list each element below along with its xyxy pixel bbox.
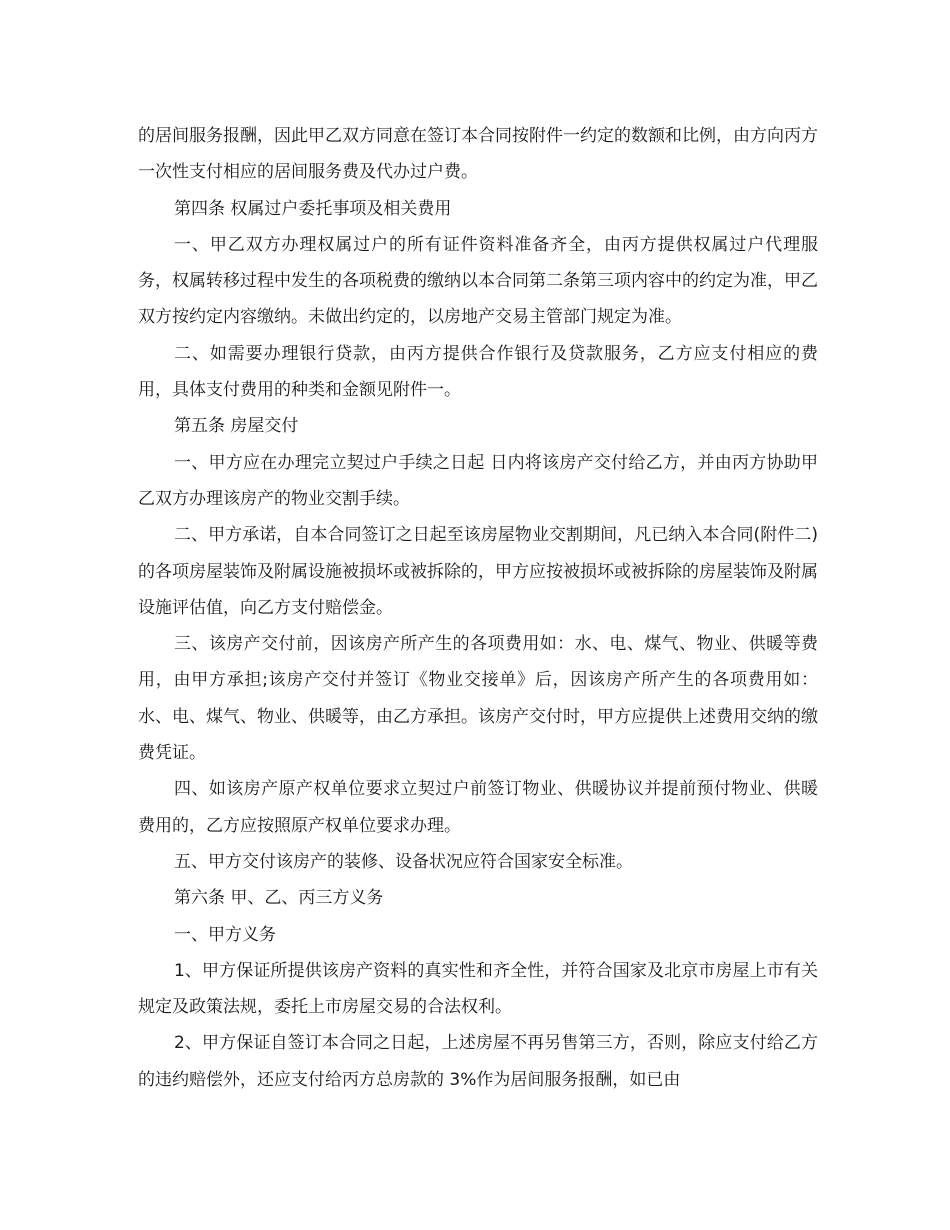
article-4-heading: 第四条 权属过户委托事项及相关费用 bbox=[174, 198, 452, 219]
party-a-duties-heading: 一、甲方义务 bbox=[174, 924, 276, 945]
document-body bbox=[138, 118, 818, 1098]
party-a-duty-1: 1、甲方保证所提供该房产资料的真实性和齐全性，并符合国家及北京市房屋上市有关规定及政策法规，委托上市房屋交易的合法权利。 bbox=[138, 960, 818, 1018]
article-5-clause-2: 二、甲方承诺，自本合同签订之日起至该房屋物业交割期间，凡已纳入本合同(附件二)的各项房屋装饰及附属设施被损坏或被拆除的，甲方应按被损坏或被拆除的房屋装饰及附属设施评估值，向乙方支付赔偿金。 bbox=[138, 525, 818, 618]
article-5-clause-4: 四、如该房产原产权单位要求立契过户前签订物业、供暖协议并提前预付物业、供暖费用的，乙方应按照原产权单位要求办理。 bbox=[138, 779, 818, 836]
article-5-heading: 第五条 房屋交付 bbox=[174, 416, 299, 437]
paragraph-continuation: 的居间服务报酬，因此甲乙双方同意在签订本合同按附件一约定的数额和比例，由方向丙方一次性支付相应的居间服务费及代办过户费。 bbox=[138, 126, 818, 183]
article-6-heading: 第六条 甲、乙、丙三方义务 bbox=[174, 888, 384, 909]
article-5-clause-1: 一、甲方应在办理完立契过户手续之日起 日内将该房产交付给乙方，并由丙方协助甲乙双方办理该房产的物业交割手续。 bbox=[138, 452, 818, 509]
article-4-clause-1: 一、甲乙双方办理权属过户的所有证件资料准备齐全，由丙方提供权属过户代理服务，权属转移过程中发生的各项税费的缴纳以本合同第二条第三项内容中的约定为准，甲乙双方按约定内容缴纳。未做出约定的，以房地产交易主管部门规定为准。 bbox=[138, 234, 818, 328]
article-4-clause-2: 二、如需要办理银行贷款，由丙方提供合作银行及贷款服务，乙方应支付相应的费用，具体支付费用的种类和金额见附件一。 bbox=[138, 343, 818, 401]
party-a-duty-2: 2、甲方保证自签订本合同之日起，上述房屋不再另售第三方，否则，除应支付给乙方的违约赔偿外，还应支付给丙方总房款的 3%作为居间服务报酬，如已由 bbox=[138, 1033, 818, 1090]
article-5-clause-5: 五、甲方交付该房产的装修、设备状况应符合国家安全标准。 bbox=[174, 851, 633, 872]
article-5-clause-3: 三、该房产交付前，因该房产所产生的各项费用如：水、电、煤气、物业、供暖等费用，由甲方承担;该房产交付并签订《物业交接单》后，因该房产所产生的各项费用如：水、电、煤气、物业、供暖等，由乙方承担。该房产交付时，甲方应提供上述费用交纳的缴费凭证。 bbox=[138, 634, 818, 764]
